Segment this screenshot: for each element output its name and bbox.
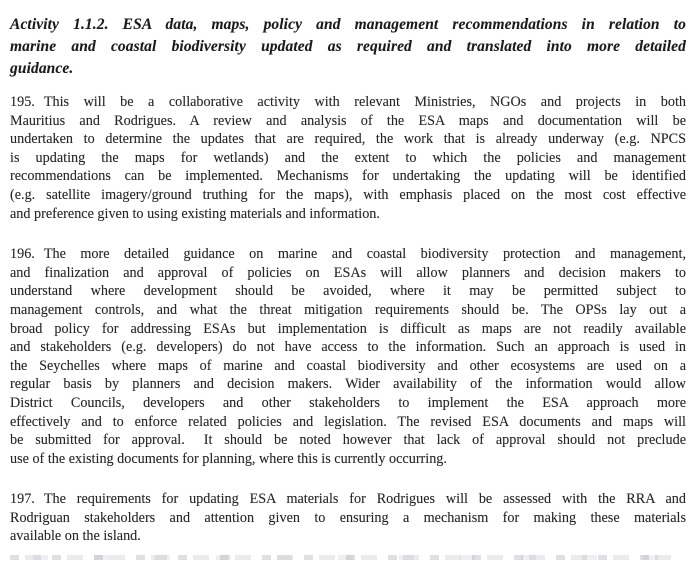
text-line: understand where development should be avoided, where it may be permitted subject to bbox=[10, 283, 686, 300]
cutoff-text-line bbox=[10, 555, 682, 560]
paragraph-195 bbox=[10, 93, 686, 223]
text-line: District Councils, developers and other stakeholders to implement the ESA approach more bbox=[10, 394, 686, 411]
text-line: is updating the maps for wetlands) and the extent to which the policies and management bbox=[10, 149, 686, 166]
paragraph-number: 197. bbox=[10, 491, 35, 508]
text-line: regular basis by planners and decision makers. Wider availability of the information would allow bbox=[10, 376, 686, 393]
text-line: be submitted for approval. It should be noted however that lack of approval should not preclude bbox=[10, 432, 686, 449]
text-line: management controls, and what the threat mitigation requirements should be. The OPSs lay out a bbox=[10, 301, 686, 318]
text-line bbox=[10, 93, 686, 112]
text-line-content: The more detailed guidance on marine and coastal biodiversity protection and management, bbox=[43, 246, 686, 263]
heading-line: marine and coastal biodiversity updated as required and translated into more detailed bbox=[10, 38, 686, 55]
text-line: and finalization and approval of policies on ESAs will allow planners and decision makers to bbox=[10, 264, 686, 281]
text-line: (e.g. satellite imagery/ground truthing for the maps), with emphasis placed on the most cost effective bbox=[10, 186, 686, 203]
text-line: broad policy for addressing ESAs but implementation is difficult as maps are not readily available bbox=[10, 320, 686, 337]
paragraph-197 bbox=[10, 490, 686, 546]
text-line: the Seychelles where maps of marine and coastal biodiversity and other ecosystems are used on a bbox=[10, 357, 686, 374]
text-line: available on the island. bbox=[10, 528, 141, 545]
heading-line: Activity 1.1.2. ESA data, maps, policy and management recommendations in relation to bbox=[10, 16, 686, 33]
text-line: use of the existing documents for planning, where this is currently occurring. bbox=[10, 450, 447, 467]
text-line bbox=[10, 490, 686, 509]
text-line: and stakeholders (e.g. developers) do not have access to the information. Such an approach is used in bbox=[10, 339, 686, 356]
activity-heading bbox=[10, 14, 686, 80]
text-line: effectively and to enforce related policies and legislation. The revised ESA documents and maps will bbox=[10, 413, 686, 430]
text-line: Mauritius and Rodrigues. A review and analysis of the ESA maps and documentation will be bbox=[10, 112, 686, 129]
heading-line: guidance. bbox=[10, 60, 74, 77]
text-line: Rodriguan stakeholders and attention given to ensuring a mechanism for making these materials bbox=[10, 509, 686, 526]
text-line bbox=[10, 245, 686, 264]
text-line-content: The requirements for updating ESA materials for Rodrigues will be assessed with the RRA and bbox=[43, 491, 686, 508]
text-line: undertaken to determine the updates that are required, the work that is already underway (e.g. NPCS bbox=[10, 131, 686, 148]
text-line-content: This will be a collaborative activity with relevant Ministries, NGOs and projects in both bbox=[43, 94, 686, 110]
text-line: recommendations can be implemented. Mechanisms for undertaking the updating will be identified bbox=[10, 168, 686, 185]
paragraph-number: 196. bbox=[10, 246, 35, 263]
paragraph-number: 195. bbox=[10, 94, 35, 110]
text-line: and preference given to using existing materials and information. bbox=[10, 205, 380, 222]
paragraph-196 bbox=[10, 245, 686, 468]
